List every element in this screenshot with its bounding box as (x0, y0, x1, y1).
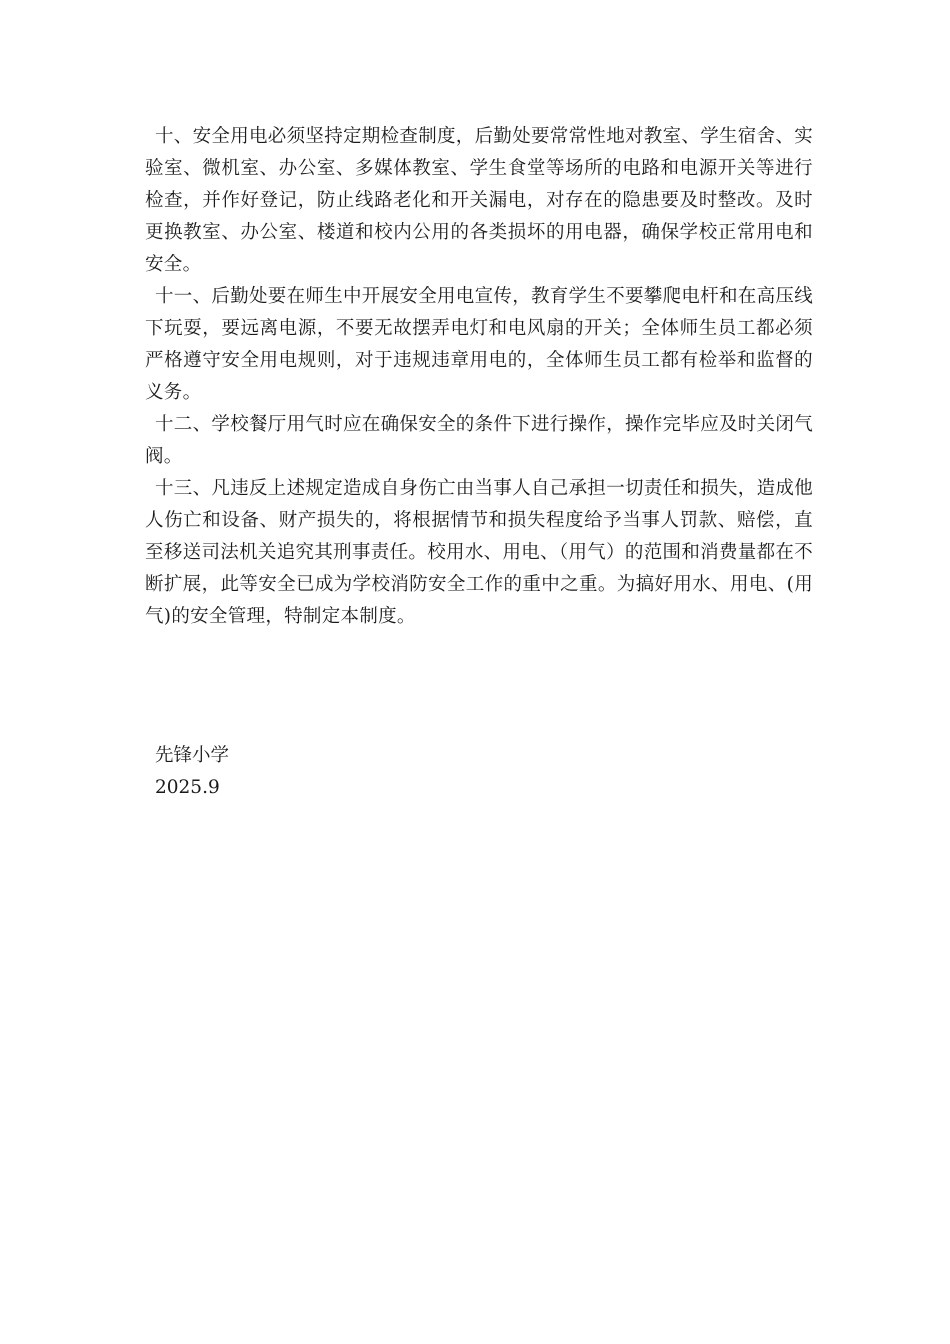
signature-block (155, 740, 229, 804)
paragraph-rule-11: 十一、后勤处要在师生中开展安全用电宣传，教育学生不要攀爬电杆和在高压线下玩耍，要远离电源，不要无故摆弄电灯和电风扇的开关；全体师生员工都必须严格遵守安全用电规则，对于违规违章用电的，全体师生员工都有检举和监督的义务。 (145, 286, 814, 403)
document-body (145, 121, 813, 633)
organization-name: 先锋小学 (155, 745, 230, 766)
paragraph-rule-10: 十、安全用电必须坚持定期检查制度，后勤处要常常性地对教室、学生宿舍、实验室、微机室、办公室、多媒体教室、学生食堂等场所的电路和电源开关等进行检查，并作好登记，防止线路老化和开关漏电，对存在的隐患要及时整改。及时更换教室、办公室、楼道和校内公用的各类损坏的用电器，确保学校正常用电和安全。 (145, 126, 814, 275)
paragraph-rule-12: 十二、学校餐厅用气时应在确保安全的条件下进行操作，操作完毕应及时关闭气阀。 (145, 414, 814, 467)
paragraph-rule-13: 十三、凡违反上述规定造成自身伤亡由当事人自己承担一切责任和损失，造成他人伤亡和设备、财产损失的，将根据情节和损失程度给予当事人罚款、赔偿，直至移送司法机关追究其刑事责任。校用水、用电、（用气）的范围和消费量都在不断扩展，此等安全已成为学校消防安全工作的重中之重。为搞好用水、用电、(用气)的安全管理，特制定本制度。 (145, 478, 814, 627)
document-date: 2025.9 (155, 777, 220, 798)
